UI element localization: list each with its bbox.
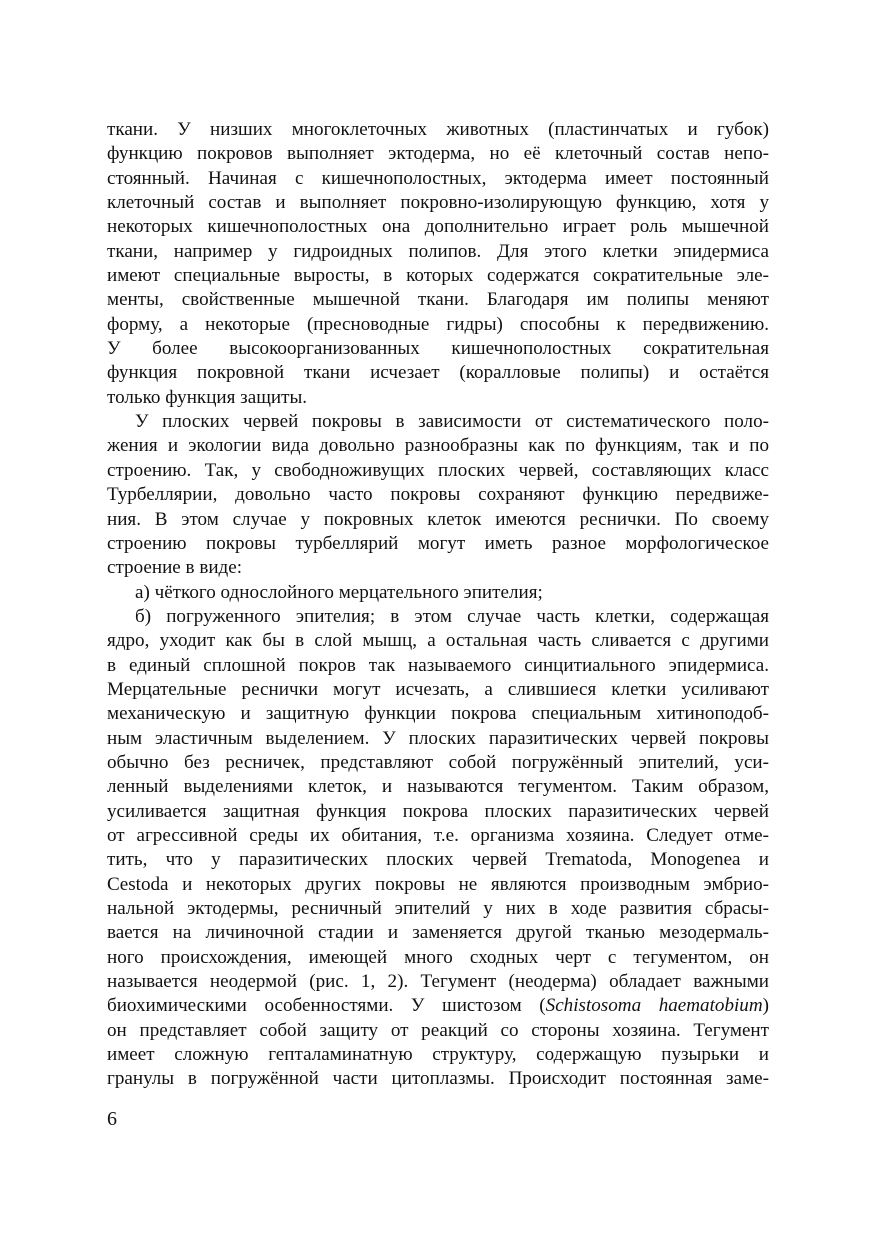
paragraph — [107, 581, 769, 605]
text-line: ния. В этом случае у покровных клеток имеются реснички. По своему — [107, 508, 769, 530]
text-span: биохимическими особенностями. У шистозом ( — [107, 995, 546, 1017]
text-line: ным эластичным выделением. У плоских паразитических червей покровы — [107, 727, 769, 749]
text-line: только функция защиты. — [107, 386, 308, 408]
text-line: Мерцательные реснички могут исчезать, а слившиеся клетки усиливают — [107, 678, 769, 700]
text-line: жения и экологии вида довольно разнообразны как по функциям, так и по — [107, 435, 769, 457]
text-line: Cestoda и некоторых других покровы не являются производным эмбрио- — [107, 873, 769, 895]
text-line: строению. Так, у свободноживущих плоских червей, составляющих класс — [107, 459, 769, 481]
text-line: форму, а некоторые (пресноводные гидры) способны к передвижению. — [107, 313, 769, 335]
text-line: ленный выделениями клеток, и называются тегументом. Таким образом, — [107, 776, 769, 798]
text-line: тить, что у паразитических плоских червей Trematoda, Monogenea и — [107, 849, 769, 871]
text-line: обычно без ресничек, представляют собой погружённый эпителий, уси- — [107, 751, 769, 773]
text-line: ткани, например у гидроидных полипов. Для этого клетки эпидермиса — [107, 240, 769, 262]
paragraph — [107, 118, 769, 410]
text-line: нальной эктодермы, ресничный эпителий у них в ходе развития сбрасы- — [107, 898, 769, 919]
text-line: вается на личиночной стадии и заменяется другой тканью мезодермаль- — [107, 922, 769, 944]
text-line: усиливается защитная функция покрова плоских паразитических червей — [107, 800, 769, 822]
text-line: клеточный состав и выполняет покровно-изолирующую функцию, хотя у — [107, 192, 769, 214]
text-line: некоторых кишечнополостных она дополнительно играет роль мышечной — [107, 216, 769, 238]
text-line: ядро, уходит как бы в слой мышц, а остальная часть сливается с другими — [107, 630, 769, 652]
text-line: а) чёткого однослойного мерцательного эпителия; — [135, 581, 543, 603]
text-line: механическую и защитную функции покрова специальным хитиноподоб- — [107, 703, 769, 725]
text-line: У более высокоорганизованных кишечнополостных сократительная — [107, 338, 769, 360]
text-line: имеют специальные выросты, в которых содержатся сократительные эле- — [107, 265, 769, 287]
page-number: 6 — [107, 1108, 117, 1130]
text-line: в единый сплошной покров так называемого синцитиального эпидермиса. — [107, 654, 769, 676]
text-span: ) — [762, 995, 769, 1017]
species-name: Schistosoma haematobium — [545, 995, 763, 1017]
text-line: называется неодермой (рис. 1, 2). Тегумент (неодерма) обладает важными — [107, 971, 769, 993]
text-line: от агрессивной среды их обитания, т.е. организма хозяина. Следует отме- — [107, 824, 769, 846]
paragraph — [107, 410, 769, 580]
paragraph — [107, 605, 769, 1092]
text-line: У плоских червей покровы в зависимости от систематического поло- — [135, 411, 769, 433]
text-line: функция покровной ткани исчезает (коралловые полипы) и остаётся — [107, 362, 769, 384]
text-line: ного происхождения, имеющей много сходных черт с тегументом, он — [107, 946, 769, 968]
text-line-italic — [107, 994, 769, 1018]
text-line: строению покровы турбеллярий могут иметь разное морфологическое — [107, 532, 769, 554]
text-line: б) погруженного эпителия; в этом случае часть клетки, содержащая — [135, 605, 769, 627]
text-line: он представляет собой защиту от реакций со стороны хозяина. Тегумент — [107, 1019, 769, 1041]
text-line: имеет сложную гепталаминатную структуру, содержащую пузырьки и — [107, 1044, 769, 1066]
text-line: строение в виде: — [107, 557, 243, 579]
text-line: Турбеллярии, довольно часто покровы сохраняют функцию передвиже- — [107, 484, 769, 506]
body-text — [107, 118, 769, 1092]
text-line: гранулы в погружённой части цитоплазмы. Происходит постоянная заме- — [107, 1068, 769, 1090]
text-line: ткани. У низших многоклеточных животных (пластинчатых и губок) — [107, 119, 769, 140]
text-line: функцию покровов выполняет эктодерма, но её клеточный состав непо- — [107, 143, 769, 165]
text-line: стоянный. Начиная с кишечнополостных, эктодерма имеет постоянный — [107, 167, 769, 189]
text-line: менты, свойственные мышечной ткани. Благодаря им полипы меняют — [107, 289, 769, 311]
